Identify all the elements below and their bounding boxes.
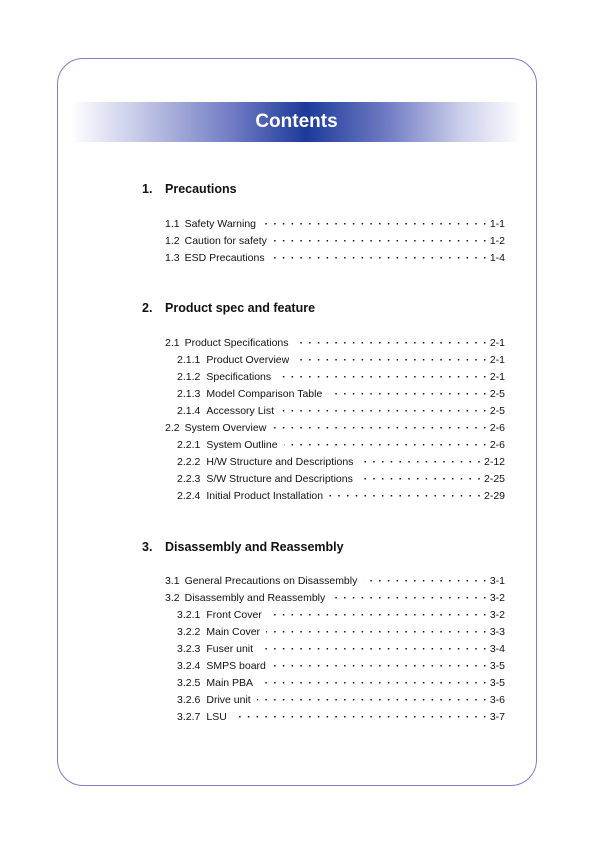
toc-entry[interactable] [165,574,505,588]
toc-entry[interactable] [165,336,505,350]
section-number: 3. [142,540,153,554]
toc-entry[interactable] [177,455,505,469]
section-number: 2. [142,301,153,315]
toc-entry-number: 1.3 [165,252,180,264]
page-title: Contents [255,111,338,132]
toc-entry-number: 3.2.5 [177,677,201,689]
section-heading [142,540,344,554]
section-heading [142,182,237,196]
toc-entry-label: Product Overview [206,354,290,366]
dot-leader [284,438,487,452]
toc-entry-number: 1.2 [165,235,180,247]
dot-leader [272,421,487,435]
toc-entry-label: Fuser unit [206,643,254,655]
toc-entry[interactable] [177,489,505,503]
toc-entry-number: 3.2.7 [177,711,201,723]
toc-entry-label: Specifications [206,371,272,383]
toc-entry-page: 1-1 [489,218,505,230]
dot-leader [257,693,487,707]
toc-entry[interactable] [177,370,505,384]
toc-entry-label: System Overview [184,422,267,434]
toc-entry-page: 2-25 [483,473,505,485]
toc-entry-page: 2-5 [489,405,505,417]
toc-entry-number: 3.2.4 [177,660,201,672]
toc-entry[interactable] [177,608,505,622]
toc-entry-number: 2.1.4 [177,405,201,417]
toc-entry-page: 1-4 [489,252,505,264]
section-heading [142,301,315,315]
toc-entry[interactable] [177,404,505,418]
toc-entry[interactable] [177,693,505,707]
toc-entry-number: 3.2.3 [177,643,201,655]
dot-leader [328,387,487,401]
dot-leader [280,404,487,418]
toc-entry[interactable] [165,251,505,265]
toc-entry-page: 1-2 [489,235,505,247]
toc-entry-number: 2.1.3 [177,388,201,400]
toc-entry-label: ESD Precautions [184,252,265,264]
dot-leader [331,591,487,605]
toc-entry-number: 3.2 [165,592,180,604]
toc-entry[interactable] [177,676,505,690]
toc-entry[interactable] [177,353,505,367]
toc-entry-label: Product Specifications [184,337,289,349]
toc-entry-page: 3-3 [489,626,505,638]
toc-entry[interactable] [177,472,505,486]
dot-leader [259,676,487,690]
section-title: Precautions [165,182,237,196]
toc-entry-page: 3-5 [489,677,505,689]
toc-entry[interactable] [165,421,505,435]
toc-entry[interactable] [177,659,505,673]
toc-entry-label: SMPS board [206,660,266,672]
toc-entry[interactable] [177,642,505,656]
toc-entry-number: 1.1 [165,218,180,230]
toc-entry-number: 3.2.1 [177,609,201,621]
toc-entry-number: 2.2.3 [177,473,201,485]
toc-entry[interactable] [177,625,505,639]
dot-leader [273,234,487,248]
toc-entry-label: Drive unit [206,694,251,706]
toc-entry-number: 3.2.2 [177,626,201,638]
toc-entry-label: Front Cover [206,609,262,621]
dot-leader [359,455,481,469]
dot-leader [268,608,487,622]
dot-leader [359,472,481,486]
toc-entry-label: Safety Warning [184,218,257,230]
toc-entry-number: 3.2.6 [177,694,201,706]
toc-entry[interactable] [177,710,505,724]
toc-entry-page: 2-1 [489,371,505,383]
toc-entry-page: 3-2 [489,592,505,604]
dot-leader [259,642,487,656]
toc-entry-label: General Precautions on Disassembly [184,575,358,587]
toc-entry-page: 3-4 [489,643,505,655]
toc-entry-number: 2.1 [165,337,180,349]
toc-entry-page: 3-7 [489,711,505,723]
toc-entry-label: Accessory List [206,405,275,417]
toc-entry-number: 2.2.4 [177,490,201,502]
dot-leader [295,336,487,350]
dot-leader [329,489,481,503]
toc-entry-page: 2-6 [489,422,505,434]
toc-entry-label: Caution for safety [184,235,267,247]
toc-entry-number: 2.1.1 [177,354,201,366]
toc-entry-number: 2.2.1 [177,439,201,451]
toc-entry[interactable] [177,438,505,452]
dot-leader [363,574,486,588]
toc-entry-page: 3-6 [489,694,505,706]
toc-entry-label: Model Comparison Table [206,388,323,400]
dot-leader [271,251,487,265]
toc-entry-label: Main Cover [206,626,261,638]
dot-leader [233,710,487,724]
toc-entry-page: 3-5 [489,660,505,672]
toc-entry-label: S/W Structure and Descriptions [206,473,353,485]
toc-entry-label: Disassembly and Reassembly [184,592,326,604]
toc-entry[interactable] [177,387,505,401]
toc-entry[interactable] [165,217,505,231]
toc-entry-label: Main PBA [206,677,254,689]
toc-entry-number: 2.2.2 [177,456,201,468]
toc-entry-page: 2-12 [483,456,505,468]
toc-entry[interactable] [165,591,505,605]
toc-entry-number: 3.1 [165,575,180,587]
section-number: 1. [142,182,153,196]
toc-entry-page: 3-1 [489,575,505,587]
dot-leader [266,625,487,639]
dot-leader [295,353,487,367]
toc-entry-page: 2-6 [489,439,505,451]
toc-entry-page: 2-1 [489,337,505,349]
toc-entry-label: Initial Product Installation [206,490,324,502]
toc-entry[interactable] [165,234,505,248]
dot-leader [272,659,487,673]
section-title: Product spec and feature [165,301,316,315]
section-title: Disassembly and Reassembly [165,540,344,554]
toc-entry-label: LSU [206,711,227,723]
toc-entry-number: 2.2 [165,422,180,434]
toc-entry-label: System Outline [206,439,278,451]
dot-leader [262,217,487,231]
toc-entry-page: 2-5 [489,388,505,400]
toc-entry-page: 2-29 [483,490,505,502]
toc-entry-page: 3-2 [489,609,505,621]
toc-entry-number: 2.1.2 [177,371,201,383]
toc-entry-page: 2-1 [489,354,505,366]
dot-leader [277,370,487,384]
toc-entry-label: H/W Structure and Descriptions [206,456,354,468]
